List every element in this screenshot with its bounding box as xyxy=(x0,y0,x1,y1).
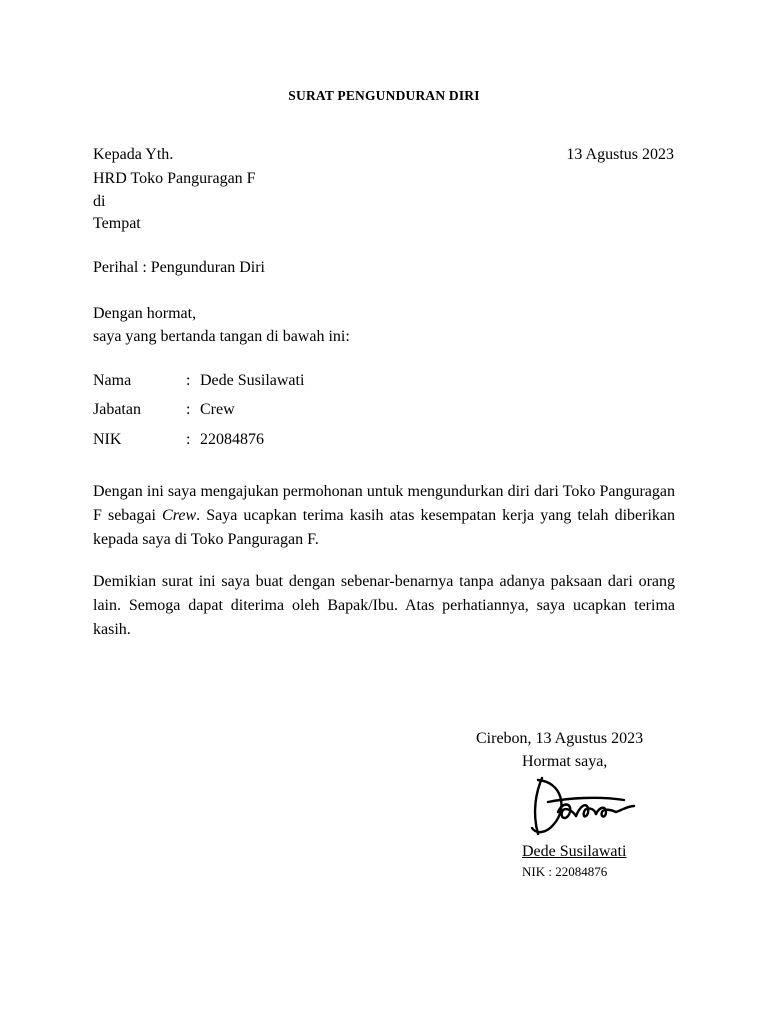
field-label-jabatan: Jabatan xyxy=(93,401,141,418)
body-paragraph-1 xyxy=(93,480,675,552)
body-paragraph-1-part-2: . Saya ucapkan terima kasih atas kesempatan kerja yang telah diberikan kepada saya di Toko Panguragan F. xyxy=(93,507,675,548)
field-value-jabatan: Crew xyxy=(200,401,235,418)
signer-name: Dede Susilawati xyxy=(522,843,627,860)
body-paragraph-1-part-1: Dengan ini saya mengajukan permohonan untuk mengundurkan diri dari Toko Panguragan F sebagai xyxy=(93,483,675,524)
subject-line: Perihal : Pengunduran Diri xyxy=(93,259,265,276)
recipient-line-4: Tempat xyxy=(93,215,141,232)
body-paragraph-1-italic: Crew xyxy=(162,507,197,524)
field-colon: : xyxy=(186,401,191,418)
signature-icon xyxy=(528,772,640,844)
intro-line: saya yang bertanda tangan di bawah ini: xyxy=(93,328,350,345)
recipient-line-2: HRD Toko Panguragan F xyxy=(93,170,256,187)
field-colon: : xyxy=(186,431,191,448)
field-label-nama: Nama xyxy=(93,372,132,389)
field-value-nama: Dede Susilawati xyxy=(200,372,305,389)
letter-title: SURAT PENGUNDURAN DIRI xyxy=(288,88,480,103)
letter-date: 13 Agustus 2023 xyxy=(566,146,674,163)
closing-regards: Hormat saya, xyxy=(522,753,608,770)
recipient-line-1: Kepada Yth. xyxy=(93,146,174,163)
field-colon: : xyxy=(186,372,191,389)
recipient-line-3: di xyxy=(93,193,106,210)
body-paragraph-2: Demikian surat ini saya buat dengan sebenar-benarnya tanpa adanya paksaan dari orang lain. Semoga dapat diterima oleh Bapak/Ibu. Atas perhatiannya, saya ucapkan terima kasih. xyxy=(93,573,675,638)
closing-place-date: Cirebon, 13 Agustus 2023 xyxy=(476,730,644,747)
signer-nik: NIK : 22084876 xyxy=(522,864,608,879)
greeting: Dengan hormat, xyxy=(93,305,197,322)
field-value-nik: 22084876 xyxy=(200,431,264,448)
field-label-nik: NIK xyxy=(93,431,122,448)
